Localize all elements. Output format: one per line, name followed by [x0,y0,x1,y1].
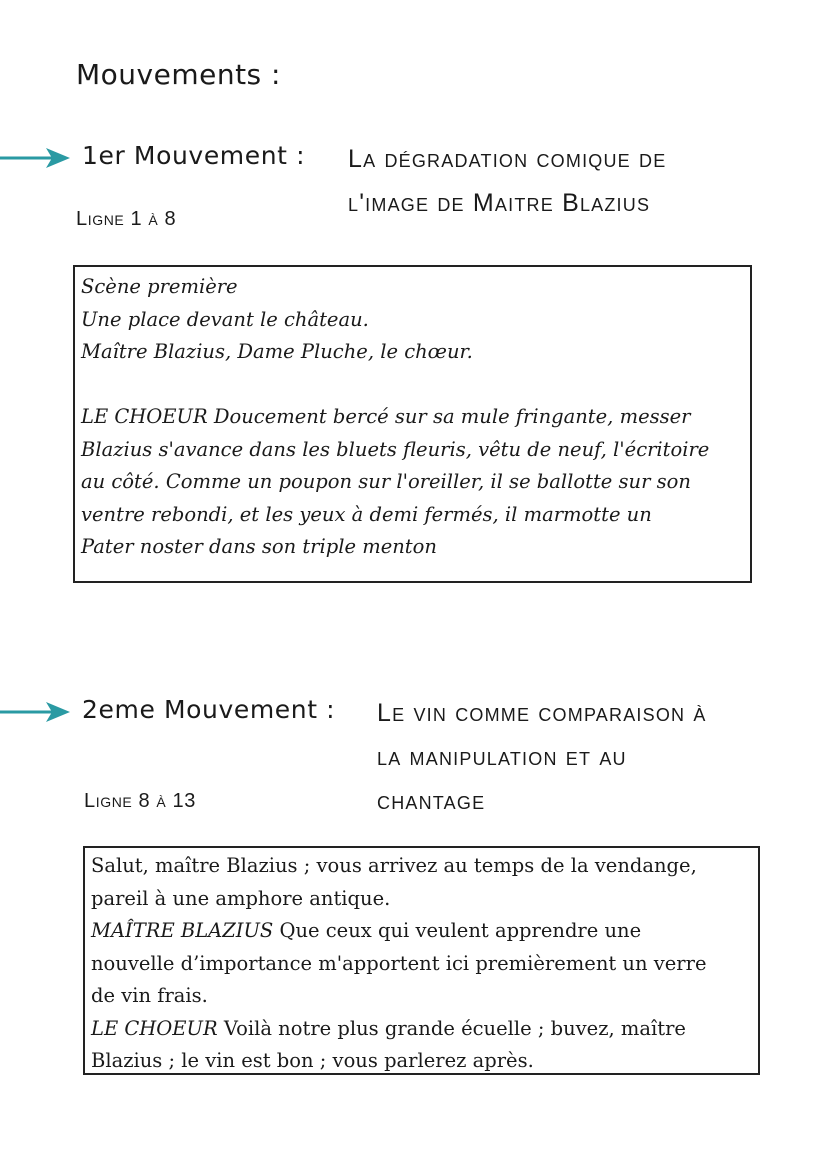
movement-2-title [377,691,707,823]
arrow-right-icon [0,146,72,170]
extract-line: Blazius s'avance dans les bluets fleuris, vêtu de neuf, l'écritoire [81,437,710,461]
extract-line [91,915,752,948]
movement-1-label: 1er Mouvement : [82,141,306,170]
extract-text: Que ceux qui veulent apprendre une [273,919,642,942]
page-title: Mouvements : [76,58,281,91]
movement-1-title [348,137,666,225]
movement-1-title-line: l'image de Maitre Blazius [348,189,651,217]
movement-2-title-line: la manipulation et au [377,743,627,771]
movement-1-extract [73,265,752,583]
arrow-right-icon [0,700,72,724]
speaker-name: LE CHOEUR [91,1016,218,1040]
movement-2-label: 2eme Mouvement : [82,695,336,724]
extract-line: pareil à une amphore antique. [91,886,391,910]
extract-line: nouvelle d’importance m'apportent ici premièrement un verre [91,951,707,975]
extract-line: Pater noster dans son triple menton [81,535,437,558]
movement-2-extract [83,846,760,1075]
extract-line: Maître Blazius, Dame Pluche, le chœur. [81,340,473,363]
extract-line: Blazius ; le vin est bon ; vous parlerez après. [91,1049,534,1072]
movement-1-line-range: Ligne 1 à 8 [76,208,177,230]
extract-text: Voilà notre plus grande écuelle ; buvez, maître [217,1016,686,1040]
movement-2-title-line: chantage [377,787,486,815]
movement-2-line-range: Ligne 8 à 13 [84,790,196,812]
extract-line: Salut, maître Blazius ; vous arrivez au temps de la vendange, [91,854,697,877]
extract-line: LE CHOEUR Doucement bercé sur sa mule fringante, messer [81,405,691,428]
extract-line: Scène première [81,275,238,298]
extract-line: Une place devant le château. [81,307,369,331]
extract-blank-line [81,369,744,402]
extract-line: au côté. Comme un poupon sur l'oreiller, il se ballotte sur son [81,470,691,493]
extract-line [91,1013,752,1046]
movement-2-title-line: Le vin comme comparaison à [377,699,707,727]
extract-line: ventre rebondi, et les yeux à demi fermés, il marmotte un [81,502,652,526]
speaker-name: MAÎTRE BLAZIUS [91,919,274,942]
extract-line: de vin frais. [91,984,208,1007]
movement-1-title-line: La dégradation comique de [348,145,667,173]
